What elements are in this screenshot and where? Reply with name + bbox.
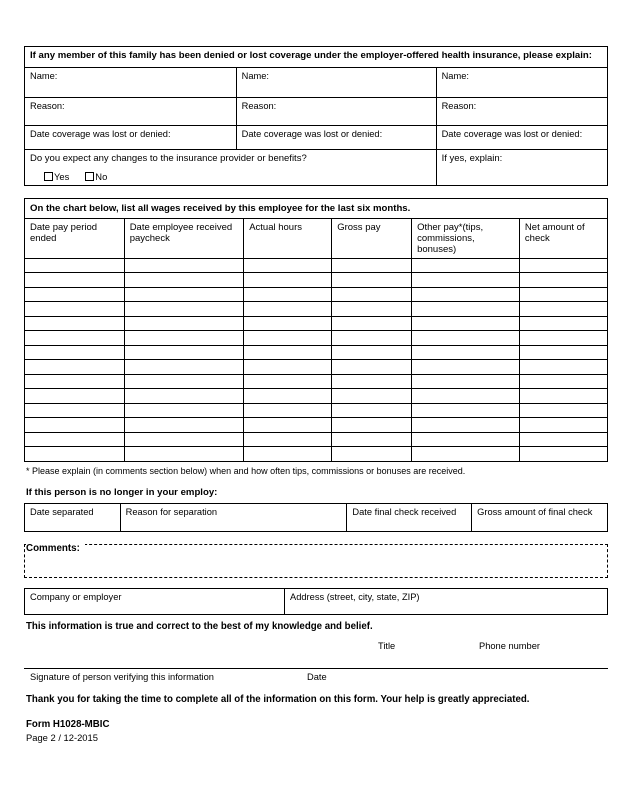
- if-yes-explain-field[interactable]: If yes, explain:: [436, 149, 607, 185]
- wages-cell-r2-c0[interactable]: [25, 287, 125, 302]
- wages-cell-r0-c1[interactable]: [124, 258, 244, 273]
- company-employer-field[interactable]: Company or employer: [25, 588, 285, 614]
- wages-cell-r7-c2[interactable]: [244, 360, 332, 375]
- date-lost-field-2[interactable]: Date coverage was lost or denied:: [236, 125, 436, 149]
- wages-cell-r6-c4[interactable]: [412, 345, 520, 360]
- wages-column-header-2: [244, 218, 332, 258]
- wages-cell-r5-c3[interactable]: [332, 331, 412, 346]
- wages-cell-r13-c1[interactable]: [124, 447, 244, 462]
- wages-column-header-label-4: Other pay*: [417, 221, 463, 233]
- separation-row: [25, 503, 608, 531]
- coverage-changes-row: [25, 149, 608, 185]
- wages-column-header-4: [412, 218, 520, 258]
- wages-cell-r1-c2[interactable]: [244, 273, 332, 288]
- no-checkbox[interactable]: [85, 172, 94, 181]
- date-lost-field-3[interactable]: Date coverage was lost or denied:: [436, 125, 607, 149]
- wages-cell-r5-c0[interactable]: [25, 331, 125, 346]
- address-field[interactable]: Address (street, city, state, ZIP): [285, 588, 608, 614]
- wages-cell-r0-c0[interactable]: [25, 258, 125, 273]
- wages-cell-r1-c1[interactable]: [124, 273, 244, 288]
- wages-cell-r7-c0[interactable]: [25, 360, 125, 375]
- wages-cell-r11-c0[interactable]: [25, 418, 125, 433]
- changes-question-cell: [25, 149, 437, 185]
- wages-cell-r9-c5[interactable]: [519, 389, 607, 404]
- wages-cell-r5-c1[interactable]: [124, 331, 244, 346]
- comments-input[interactable]: [24, 544, 608, 578]
- separation-heading: If this person is no longer in your employ:: [26, 486, 218, 498]
- name-field-2[interactable]: Name:: [236, 67, 436, 97]
- wages-cell-r4-c3[interactable]: [332, 316, 412, 331]
- wages-cell-r8-c3[interactable]: [332, 374, 412, 389]
- wages-cell-r5-c5[interactable]: [519, 331, 607, 346]
- wages-table-row: [25, 389, 608, 404]
- wages-cell-r10-c3[interactable]: [332, 403, 412, 418]
- gross-final-check-field[interactable]: Gross amount of final check: [472, 503, 608, 531]
- wages-cell-r8-c1[interactable]: [124, 374, 244, 389]
- wages-table-row: [25, 403, 608, 418]
- page-info: Page 2 / 12-2015: [26, 731, 98, 743]
- wages-cell-r1-c3[interactable]: [332, 273, 412, 288]
- wages-column-header-0: [25, 218, 125, 258]
- wages-cell-r1-c4[interactable]: [412, 273, 520, 288]
- wages-column-header-label-5: Net amount of check: [524, 221, 585, 244]
- wages-cell-r4-c4[interactable]: [412, 316, 520, 331]
- wages-table-row: [25, 287, 608, 302]
- wages-cell-r10-c0[interactable]: [25, 403, 125, 418]
- reason-field-1[interactable]: Reason:: [25, 97, 237, 125]
- form-page: [24, 0, 608, 743]
- wages-table-row: [25, 360, 608, 375]
- name-field-1[interactable]: Name:: [25, 67, 237, 97]
- wages-cell-r12-c4[interactable]: [412, 432, 520, 447]
- title-phone-row: [24, 641, 608, 663]
- signature-field-label[interactable]: Signature of person verifying this information: [30, 671, 214, 682]
- wages-cell-r8-c5[interactable]: [519, 374, 607, 389]
- wages-cell-r6-c0[interactable]: [25, 345, 125, 360]
- coverage-name-row: [25, 67, 608, 97]
- wages-cell-r12-c3[interactable]: [332, 432, 412, 447]
- wages-table-row: [25, 258, 608, 273]
- wages-column-header-label-1: Date employee received paycheck: [129, 221, 233, 244]
- wages-cell-r10-c1[interactable]: [124, 403, 244, 418]
- wages-cell-r4-c1[interactable]: [124, 316, 244, 331]
- coverage-heading: If any member of this family has been denied or lost coverage under the employer-offered health insurance, please explain:: [25, 47, 608, 68]
- wages-column-header-label-2: Actual hours: [249, 221, 302, 233]
- wages-table-row: [25, 432, 608, 447]
- signature-row: [24, 672, 608, 688]
- wages-cell-r13-c5[interactable]: [519, 447, 607, 462]
- reason-field-3[interactable]: Reason:: [436, 97, 607, 125]
- phone-field-label[interactable]: Phone number: [479, 640, 540, 651]
- wages-cell-r3-c2[interactable]: [244, 302, 332, 317]
- wages-table-row: [25, 374, 608, 389]
- wages-column-header-label-3: Gross pay: [337, 221, 381, 233]
- wages-cell-r8-c2[interactable]: [244, 374, 332, 389]
- wages-cell-r9-c1[interactable]: [124, 389, 244, 404]
- wages-column-subheader-4: (tips, commissions, bonuses): [417, 221, 484, 255]
- wages-cell-r9-c2[interactable]: [244, 389, 332, 404]
- wages-cell-r2-c5[interactable]: [519, 287, 607, 302]
- wages-cell-r10-c5[interactable]: [519, 403, 607, 418]
- wages-table-row: [25, 273, 608, 288]
- wages-cell-r12-c5[interactable]: [519, 432, 607, 447]
- wages-cell-r9-c3[interactable]: [332, 389, 412, 404]
- wages-cell-r6-c3[interactable]: [332, 345, 412, 360]
- wages-cell-r13-c3[interactable]: [332, 447, 412, 462]
- wages-cell-r4-c0[interactable]: [25, 316, 125, 331]
- wages-cell-r3-c0[interactable]: [25, 302, 125, 317]
- wages-cell-r13-c0[interactable]: [25, 447, 125, 462]
- wages-cell-r2-c2[interactable]: [244, 287, 332, 302]
- wages-column-header-1: [124, 218, 244, 258]
- wages-cell-r3-c1[interactable]: [124, 302, 244, 317]
- wages-cell-r11-c3[interactable]: [332, 418, 412, 433]
- wages-cell-r4-c2[interactable]: [244, 316, 332, 331]
- date-separated-field[interactable]: Date separated: [25, 503, 121, 531]
- wages-table-row: [25, 418, 608, 433]
- wages-cell-r7-c5[interactable]: [519, 360, 607, 375]
- separation-section: [24, 503, 608, 532]
- coverage-reason-row: [25, 97, 608, 125]
- certification-statement: This information is true and correct to the best of my knowledge and belief.: [26, 620, 373, 632]
- signature-date-label[interactable]: Date: [307, 671, 327, 682]
- wages-cell-r12-c2[interactable]: [244, 432, 332, 447]
- wages-column-header-5: [519, 218, 607, 258]
- wages-cell-r2-c1[interactable]: [124, 287, 244, 302]
- wages-cell-r6-c5[interactable]: [519, 345, 607, 360]
- wages-cell-r4-c5[interactable]: [519, 316, 607, 331]
- form-number: Form H1028-MBIC: [26, 718, 110, 730]
- wages-cell-r7-c1[interactable]: [124, 360, 244, 375]
- wages-cell-r7-c4[interactable]: [412, 360, 520, 375]
- wages-footnote: * Please explain (in comments section below) when and how often tips, commissions or bonuses are received.: [26, 465, 466, 476]
- coverage-section: [24, 46, 608, 186]
- wages-cell-r8-c0[interactable]: [25, 374, 125, 389]
- wages-header-row: [25, 218, 608, 258]
- wages-instruction-row: [25, 198, 608, 218]
- wages-column-header-label-0: Date pay period ended: [30, 221, 98, 244]
- comments-label: Comments:: [26, 543, 85, 554]
- wages-table-row: [25, 345, 608, 360]
- reason-separation-field[interactable]: Reason for separation: [120, 503, 347, 531]
- wages-cell-r11-c1[interactable]: [124, 418, 244, 433]
- date-lost-field-1[interactable]: Date coverage was lost or denied:: [25, 125, 237, 149]
- wages-cell-r10-c2[interactable]: [244, 403, 332, 418]
- wages-cell-r11-c4[interactable]: [412, 418, 520, 433]
- wages-cell-r10-c4[interactable]: [412, 403, 520, 418]
- wages-table-row: [25, 331, 608, 346]
- coverage-heading-row: [25, 47, 608, 68]
- wages-cell-r0-c3[interactable]: [332, 258, 412, 273]
- company-row: [25, 588, 608, 614]
- no-label: No: [95, 170, 108, 182]
- wages-cell-r1-c5[interactable]: [519, 273, 607, 288]
- changes-question-label: Do you expect any changes to the insurance provider or benefits?: [30, 152, 307, 164]
- wages-instruction: On the chart below, list all wages received by this employee for the last six months.: [25, 198, 608, 218]
- wages-cell-r9-c0[interactable]: [25, 389, 125, 404]
- date-final-check-field[interactable]: Date final check received: [347, 503, 472, 531]
- wages-table-row: [25, 447, 608, 462]
- wages-cell-r13-c4[interactable]: [412, 447, 520, 462]
- comments-section: [24, 544, 608, 578]
- wages-cell-r12-c0[interactable]: [25, 432, 125, 447]
- wages-cell-r13-c2[interactable]: [244, 447, 332, 462]
- wages-cell-r3-c5[interactable]: [519, 302, 607, 317]
- wages-cell-r5-c4[interactable]: [412, 331, 520, 346]
- title-field-label[interactable]: Title: [378, 640, 396, 651]
- wages-cell-r3-c4[interactable]: [412, 302, 520, 317]
- wages-section: [24, 198, 608, 462]
- wages-table-row: [25, 316, 608, 331]
- wages-cell-r6-c2[interactable]: [244, 345, 332, 360]
- wages-cell-r0-c5[interactable]: [519, 258, 607, 273]
- wages-cell-r5-c2[interactable]: [244, 331, 332, 346]
- reason-field-2[interactable]: Reason:: [236, 97, 436, 125]
- company-section: [24, 588, 608, 615]
- wages-table-row: [25, 302, 608, 317]
- wages-cell-r3-c3[interactable]: [332, 302, 412, 317]
- yes-checkbox[interactable]: [44, 172, 53, 181]
- wages-cell-r1-c0[interactable]: [25, 273, 125, 288]
- yes-no-checkbox-group: [30, 171, 431, 182]
- thank-you-message: Thank you for taking the time to complete all of the information on this form. Your help is greatly appreciated.: [26, 693, 530, 705]
- page-footer: [26, 719, 608, 743]
- coverage-date-row: [25, 125, 608, 149]
- name-field-3[interactable]: Name:: [436, 67, 607, 97]
- wages-cell-r9-c4[interactable]: [412, 389, 520, 404]
- wages-cell-r8-c4[interactable]: [412, 374, 520, 389]
- wages-cell-r7-c3[interactable]: [332, 360, 412, 375]
- signature-rule: [24, 668, 608, 669]
- wages-cell-r2-c4[interactable]: [412, 287, 520, 302]
- wages-column-header-3: [332, 218, 412, 258]
- yes-label: Yes: [54, 170, 70, 182]
- wages-cell-r11-c2[interactable]: [244, 418, 332, 433]
- wages-cell-r2-c3[interactable]: [332, 287, 412, 302]
- wages-cell-r0-c4[interactable]: [412, 258, 520, 273]
- wages-cell-r12-c1[interactable]: [124, 432, 244, 447]
- wages-cell-r6-c1[interactable]: [124, 345, 244, 360]
- wages-cell-r11-c5[interactable]: [519, 418, 607, 433]
- wages-cell-r0-c2[interactable]: [244, 258, 332, 273]
